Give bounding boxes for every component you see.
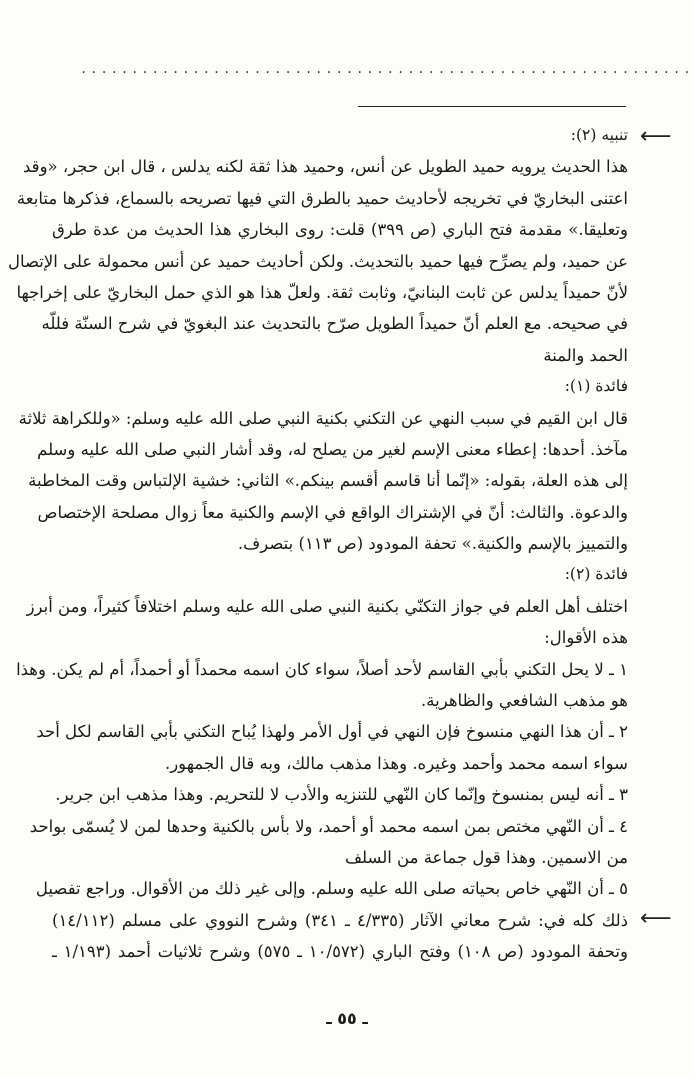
text-line: ٢ ـ أن هذا النهي منسوخ فإن النهي في أول الأمر ولهذا يُباح التكني بأبي القاسم لكل أحد bbox=[36, 722, 628, 742]
footnote-text-block bbox=[7, 120, 628, 968]
text-line: لأنّ حميداً يدلس عن ثابت البنانيّ، وثابت ثقة. ولعلّ هذا هو الذي حمل البخاريّ على إخراجها bbox=[16, 282, 628, 302]
text-line: من الاسمين. وهذا قول جماعة من السلف bbox=[344, 847, 628, 867]
text-line: هذا الحديث يرويه حميد الطويل عن أنس، وحميد هذا ثقة لكنه يدلس ، قال ابن حجر، «وقد bbox=[23, 157, 628, 177]
text-line: ١ ـ لا يحل التكني بأبي القاسم لأحد أصلاً، سواء كان اسمه محمداً أو أحمداً، أم لم يكن. وهذا bbox=[16, 659, 628, 679]
text-line: هذه الأقوال: bbox=[544, 628, 628, 648]
text-line: اعتنى البخاريّ في تخريجه لأحاديث حميد بالطرق التي فيها تصريحه بالسماع، فذكرها متابعة bbox=[16, 188, 628, 208]
text-line: الحمد والمنة bbox=[543, 345, 628, 365]
section-heading: تنبيه (٢): bbox=[570, 126, 628, 144]
text-line: في صحيحه. مع العلم أنّ حميداً الطويل صرّح بالتحديث عند البغويّ في شرح السنّة فللّه bbox=[41, 314, 628, 334]
footnote-separator-rule bbox=[358, 106, 626, 107]
section-heading: فائدة (١): bbox=[564, 377, 628, 396]
text-line: وتعليقا.» مقدمة فتح الباري (ص ٣٩٩) قلت: روى البخاري هذا الحديث من عدة طرق bbox=[52, 220, 628, 240]
page-number: ـ ٥٥ ـ bbox=[326, 1009, 368, 1028]
text-line: عن حميد، ولم يصرِّح فيها حميد بالتحديث. ولكن أحاديث حميد عن أنس محمولة على الإتصال bbox=[7, 251, 628, 271]
text-line: سواء اسمه محمد وأحمد وغيره. وهذا مذهب مالك، وبه قال الجمهور. bbox=[164, 753, 628, 773]
text-line: والدعوة. والثالث: أنّ في الإشتراك الواقع في الإسم والكنية معاً زوال مصلحة الإختصاص bbox=[37, 502, 628, 522]
arrow-left-icon: ⟵ bbox=[640, 124, 672, 149]
text-line: اختلف أهل العلم في جواز التكنّي بكنية النبي صلى الله عليه وسلم اختلافاً كثيراً، ومن أبرز bbox=[26, 596, 628, 616]
text-line: قال ابن القيم في سبب النهي عن التكني بكنية النبي صلى الله عليه وسلم: «وللكراهة ثلاثة bbox=[18, 408, 628, 428]
section-heading: فائدة (٢): bbox=[564, 565, 628, 584]
text-line: ٣ ـ أنه ليس بمنسوخ وإنّما كان النّهي للتنزيه والأدب لا للتحريم. وهذا مذهب ابن جرير. bbox=[55, 785, 628, 805]
text-line: إلى هذه العلة، بقوله: «إنّما أنا قاسم أقسم بينكم.» الثاني: خشية الإلتباس وقت المخاطبة bbox=[28, 471, 628, 491]
text-line: ٤ ـ أن النّهي مختص بمن اسمه محمد أو أحمد، ولا بأس بالكنية وحدها لمن لا يُسمّى بواحد bbox=[29, 816, 628, 836]
text-line: والتمييز بالإسم والكنية.» تحفة المودود (ص ١١٣) بتصرف. bbox=[237, 534, 628, 554]
text-line: وتحفة المودود (ص ١٠٨) وفتح الباري (١٠/٥٧٢ ـ ٥٧٥) وشرح ثلاثيات أحمد (١/١٩٣ ـ bbox=[52, 942, 628, 962]
text-line: ذلك كله في: شرح معاني الآثار (٤/٣٣٥ ـ ٣٤١) وشرح النووي على مسلم (١٤/١١٢) bbox=[52, 910, 628, 930]
arrow-left-icon: ⟵ bbox=[640, 906, 672, 931]
text-line: مآخذ. أحدها: إعطاء معنى الإسم لغير من يصلح له، وقد أشار النبي صلى الله عليه وسلم bbox=[37, 439, 628, 459]
header-dotted-separator: ............................................................ bbox=[80, 62, 694, 76]
text-line: هو مذهب الشافعي والظاهرية. bbox=[421, 691, 628, 711]
text-line: ٥ ـ أن النّهي خاص بحياته صلى الله عليه وسلم. وإلى غير ذلك من الأقوال. وراجع تفصيل bbox=[35, 879, 628, 899]
